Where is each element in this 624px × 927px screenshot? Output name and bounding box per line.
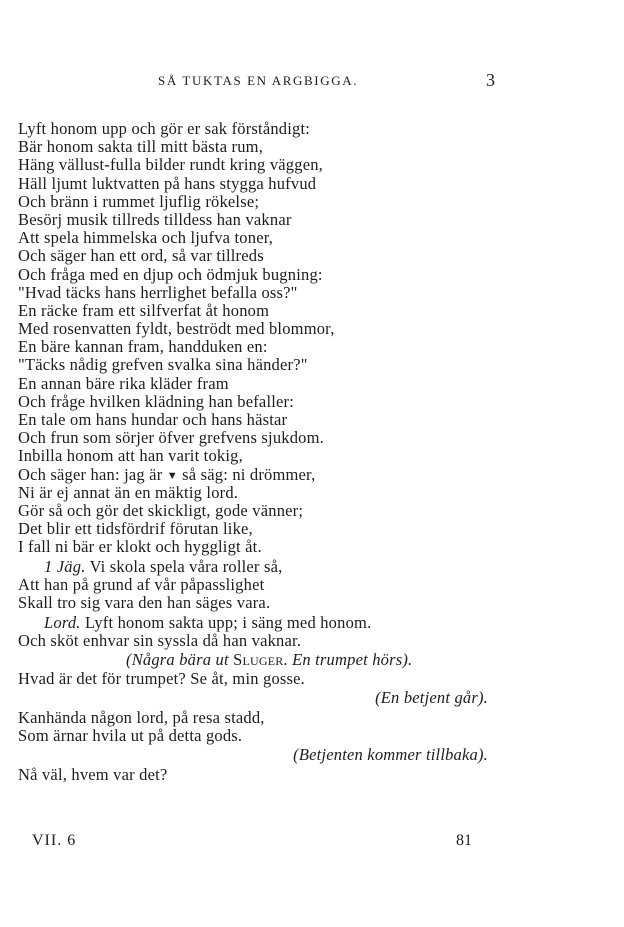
verse-line: Ni är ej annat än en mäktig lord. [18, 482, 239, 502]
verse-line: Inbilla honom att han varit tokig, [18, 446, 243, 466]
verse-line: Och bränn i rummet ljuflig rökelse; [18, 191, 260, 211]
page-number: 3 [486, 70, 495, 90]
verse-line: I fall ni bär er klokt och hyggligt åt. [18, 537, 262, 557]
verse-line: Gör så och gör det skickligt, gode vänner; [18, 500, 304, 520]
speaker-name: Lord. [44, 612, 81, 632]
verse-line: Som ärnar hvila ut på detta gods. [18, 725, 243, 745]
verse-fragment: så säg: ni drömmer, [182, 464, 316, 484]
verse-line: Lyft honom upp och gör er sak förståndigt: [18, 119, 311, 138]
verse-line: Att spela himmelska och ljufva toner, [18, 228, 274, 248]
verse-line: "Täcks nådig grefven svalka sina händer?" [18, 355, 308, 375]
verse-line: Med rosenvatten fyldt, beströdt med blommor, [18, 319, 335, 339]
stage-direction [18, 651, 488, 669]
stage-direction: (En betjent går). [375, 688, 488, 708]
speech-line [18, 558, 488, 576]
verse-line: Det blir ett tidsfördrif förutan like, [18, 519, 253, 539]
signature-mark: VII. 6 [32, 832, 77, 849]
verse-line: En annan bäre rika kläder fram [18, 373, 229, 393]
verse-line: "Hvad täcks hans herrlighet befalla oss?" [18, 282, 298, 302]
character-name: Sluger. [233, 650, 288, 670]
verse-line [18, 466, 488, 484]
stage-direction-text: En trumpet hörs). [292, 650, 413, 670]
verse-line: En bäre kannan fram, handduken en: [18, 337, 268, 357]
verse-line: Skall tro sig vara den han säges vara. [18, 593, 271, 613]
verse-line: Bär honom sakta till mitt bästa rum, [18, 137, 264, 157]
verse-line: Häll ljumt luktvatten på hans stygga hufvud [18, 173, 317, 193]
verse-line: Häng vällust-fulla bilder rundt kring väggen, [18, 155, 324, 175]
verse-line: Och frun som sörjer öfver grefvens sjukdom. [18, 428, 324, 448]
speaker-name: 1 Jäg. [44, 556, 86, 576]
verse-line: Hvad är det för trumpet? Se åt, min gosse. [18, 668, 305, 688]
verse-line: Kanhända någon lord, på resa stadd, [18, 707, 265, 727]
page-header [0, 70, 624, 97]
verse-line: Att han på grund af vår påpasslighet [18, 575, 265, 594]
verse-line: En tale om hans hundar och hans hästar [18, 410, 288, 429]
printers-mark-icon: ▼ [166, 469, 178, 482]
speech-line [18, 614, 488, 632]
verse-line: Nå väl, hvem var det? [18, 764, 168, 784]
verse-line: Och säger han ett ord, så var tillreds [18, 246, 264, 266]
stage-direction: (Betjenten kommer tillbaka). [293, 745, 488, 765]
verse-line: Och sköt enhvar sin syssla då han vaknar. [18, 630, 302, 650]
stage-direction-text: (Några bära ut [126, 650, 229, 670]
verse-line: Besörj musik tillreds tilldess han vaknar [18, 209, 292, 229]
verse-fragment: Vi skola spela våra roller så, [89, 556, 283, 576]
verse-line: Och fråge hvilken klädning han befaller: [18, 391, 295, 411]
verse-line: En räcke fram ett silfverfat åt honom [18, 300, 270, 320]
running-title: SÅ TUKTAS EN ARGBIGGA. [158, 73, 359, 88]
play-text [18, 120, 488, 784]
folio-number: 81 [456, 832, 472, 849]
verse-line: Och fråga med en djup och ödmjuk bugning: [18, 264, 323, 284]
page-footer [0, 832, 624, 856]
verse-fragment: Och säger han: jag är [18, 464, 163, 484]
verse-fragment: Lyft honom sakta upp; i säng med honom. [84, 612, 372, 632]
